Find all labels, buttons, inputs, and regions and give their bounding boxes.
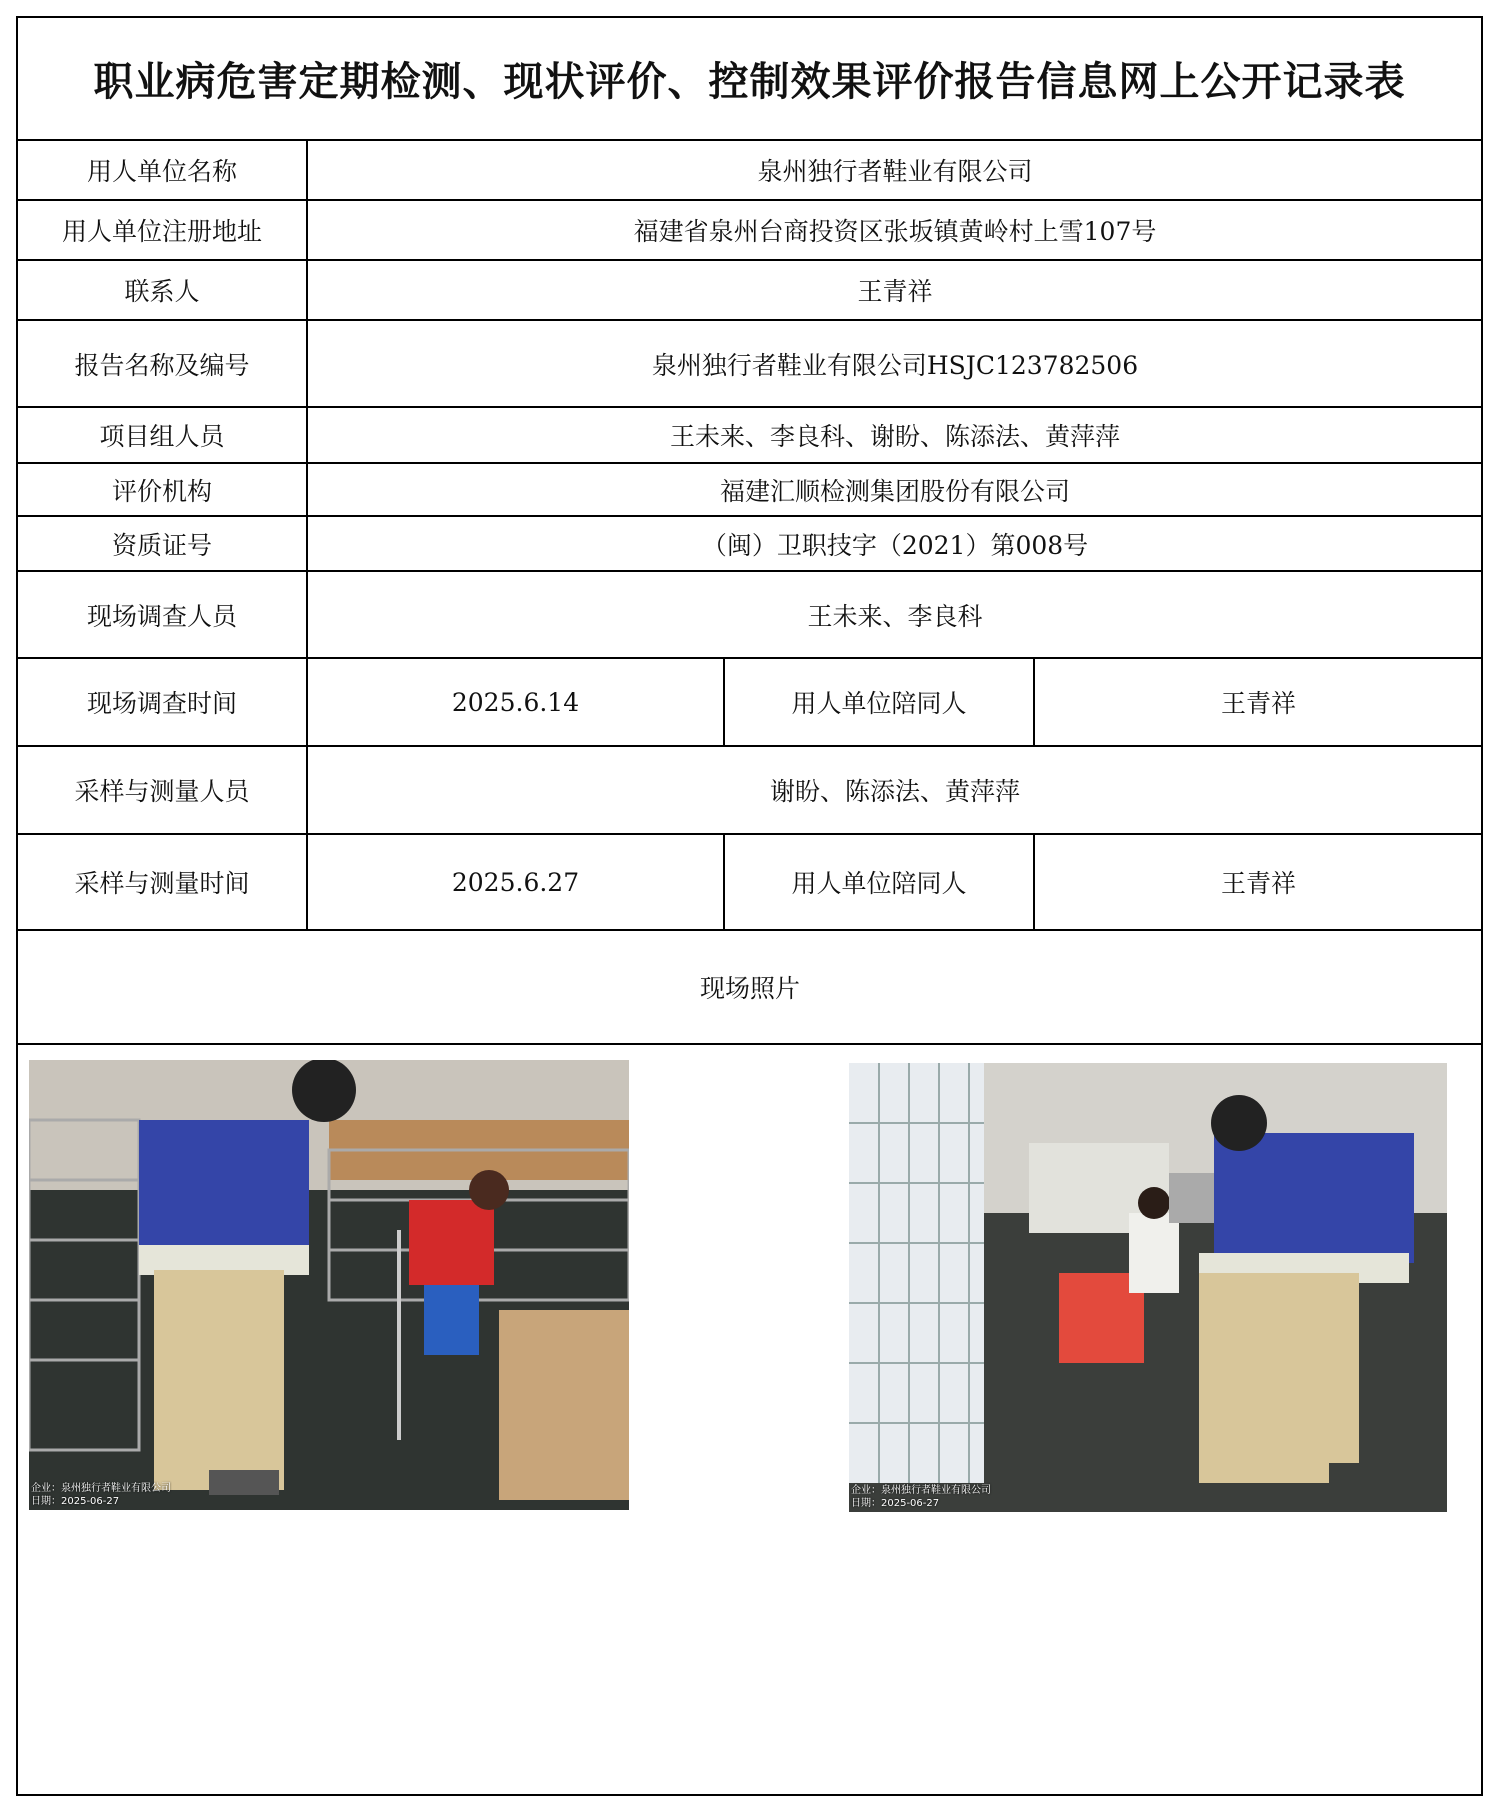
value-agency: 福建汇顺检测集团股份有限公司 bbox=[719, 476, 1070, 506]
value-address: 福建省泉州台商投资区张坂镇黄岭村上雪107号 bbox=[633, 217, 1157, 246]
label-cert: 资质证号 bbox=[111, 530, 212, 560]
label-report: 报告名称及编号 bbox=[74, 350, 250, 380]
value-sampling-companion: 王青祥 bbox=[1220, 869, 1296, 898]
site-photo-1 bbox=[29, 1060, 629, 1510]
value-report: 泉州独行者鞋业有限公司HSJC123782506 bbox=[651, 350, 1139, 380]
site-photo-2 bbox=[849, 1063, 1447, 1512]
value-team: 王未来、李良科、谢盼、陈添法、黄萍萍 bbox=[669, 422, 1120, 451]
value-cert: （闽）卫职技字（2021）第008号 bbox=[701, 530, 1089, 560]
value-survey-time: 2025.6.14 bbox=[451, 687, 580, 717]
value-contact: 王青祥 bbox=[857, 277, 933, 306]
value-sampling-staff: 谢盼、陈添法、黄萍萍 bbox=[769, 777, 1020, 806]
label-sampling-time: 采样与测量时间 bbox=[74, 869, 250, 898]
label-sampling-staff: 采样与测量人员 bbox=[74, 777, 250, 806]
label-agency: 评价机构 bbox=[111, 476, 212, 506]
photos-header: 现场照片 bbox=[699, 974, 800, 1003]
label-survey-time: 现场调查时间 bbox=[86, 689, 237, 718]
divider bbox=[16, 1043, 1483, 1045]
photo-watermark: 企业：泉州独行者鞋业有限公司 日期：2025-06-27 bbox=[31, 1483, 171, 1507]
label-sampling-companion: 用人单位陪同人 bbox=[791, 869, 967, 898]
value-survey-staff: 王未来、李良科 bbox=[807, 601, 983, 631]
label-survey-staff: 现场调查人员 bbox=[86, 601, 237, 631]
label-survey-companion: 用人单位陪同人 bbox=[791, 689, 967, 718]
value-sampling-time: 2025.6.27 bbox=[451, 867, 580, 897]
value-survey-companion: 王青祥 bbox=[1220, 689, 1296, 718]
value-company-name: 泉州独行者鞋业有限公司 bbox=[757, 157, 1033, 186]
site-photo-2-image bbox=[849, 1063, 1447, 1512]
label-contact: 联系人 bbox=[124, 277, 200, 306]
label-company-name: 用人单位名称 bbox=[86, 157, 237, 186]
label-address: 用人单位注册地址 bbox=[61, 217, 262, 246]
label-team: 项目组人员 bbox=[99, 422, 225, 451]
page-title: 职业病危害定期检测、现状评价、控制效果评价报告信息网上公开记录表 bbox=[93, 57, 1406, 105]
site-photo-1-image bbox=[29, 1060, 629, 1510]
photo-watermark: 企业：泉州独行者鞋业有限公司 日期：2025-06-27 bbox=[851, 1485, 991, 1509]
